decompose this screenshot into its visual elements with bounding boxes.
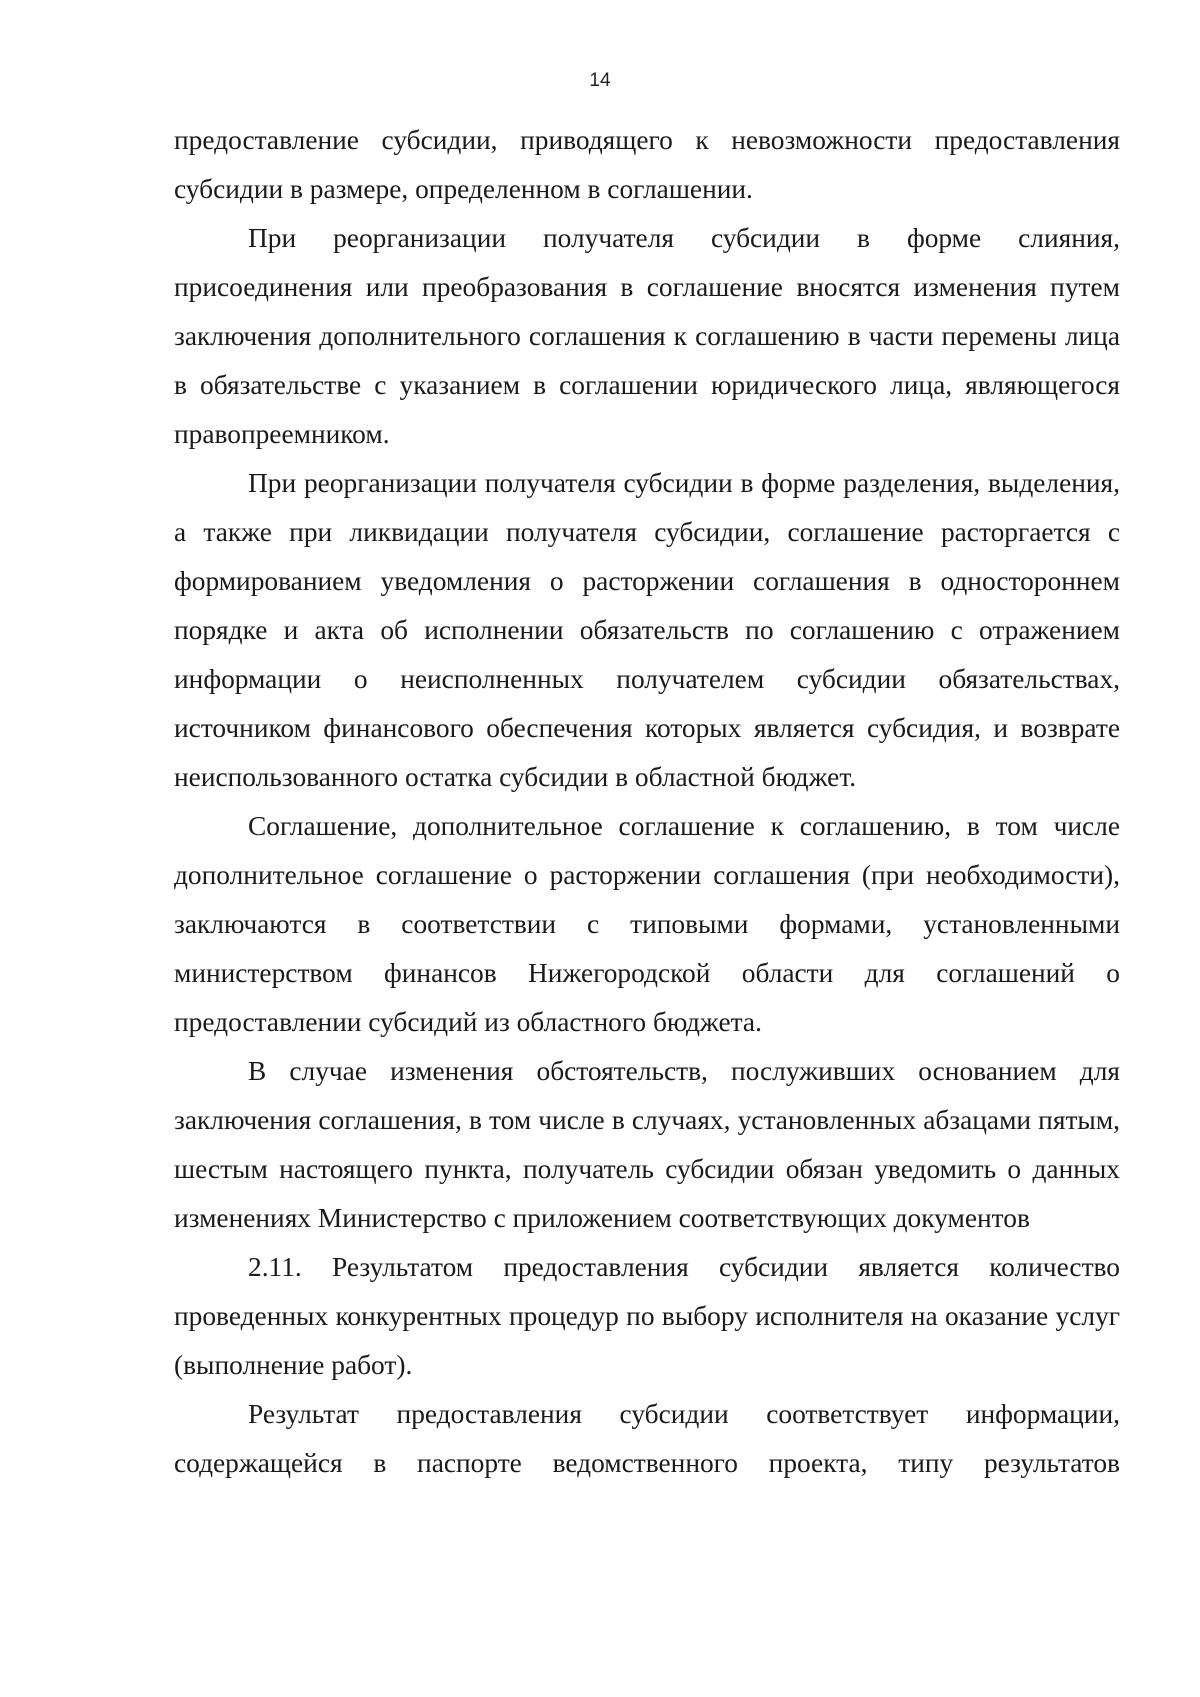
paragraph-continuation: предоставление субсидии, приводящего к невозможности предоставления субсидии в размере, определенном в соглашении. xyxy=(174,125,1120,204)
paragraph-circumstance-change: В случае изменения обстоятельств, послуживших основанием для заключения соглашения, в том числе в случаях, установленных абзацами пятым, шестым настоящего пункта, получатель субсидии обязан уведомить о данных изменениях Министерство с приложением соответствующих документов xyxy=(174,1056,1120,1233)
paragraph-subsidy-result: 2.11. Результатом предоставления субсидии является количество проведенных конкурентных процедур по выбору исполнителя на оказание услуг (выполнение работ). xyxy=(174,1252,1120,1380)
paragraph-result-correspondence: Результат предоставления субсидии соответствует информации, содержащейся в паспорте ведомственного проекта, типу результатов xyxy=(174,1399,1120,1478)
document-body xyxy=(174,116,1120,1488)
paragraph-agreement-forms: Соглашение, дополнительное соглашение к соглашению, в том числе дополнительное соглашение о расторжении соглашения (при необходимости), заключаются в соответствии с типовыми формами, установленными министерством финансов Нижегородской области для соглашений о предоставлении субсидий из областного бюджета. xyxy=(174,811,1120,1037)
paragraph-merger-reorganization: При реорганизации получателя субсидии в форме слияния, присоединения или преобразования в соглашение вносятся изменения путем заключения дополнительного соглашения к соглашению в части перемены лица в обязательстве с указанием в соглашении юридического лица, являющегося правопреемником. xyxy=(174,223,1120,449)
paragraph-division-reorganization: При реорганизации получателя субсидии в форме разделения, выделения, а также при ликвидации получателя субсидии, соглашение расторгается с формированием уведомления о расторжении соглашения в одностороннем порядке и акта об исполнении обязательств по соглашению с отражением информации о неисполненных получателем субсидии обязательствах, источником финансового обеспечения которых является субсидия, и возврате неиспользованного остатка субсидии в областной бюджет. xyxy=(174,468,1120,792)
page-number: 14 xyxy=(589,70,611,91)
